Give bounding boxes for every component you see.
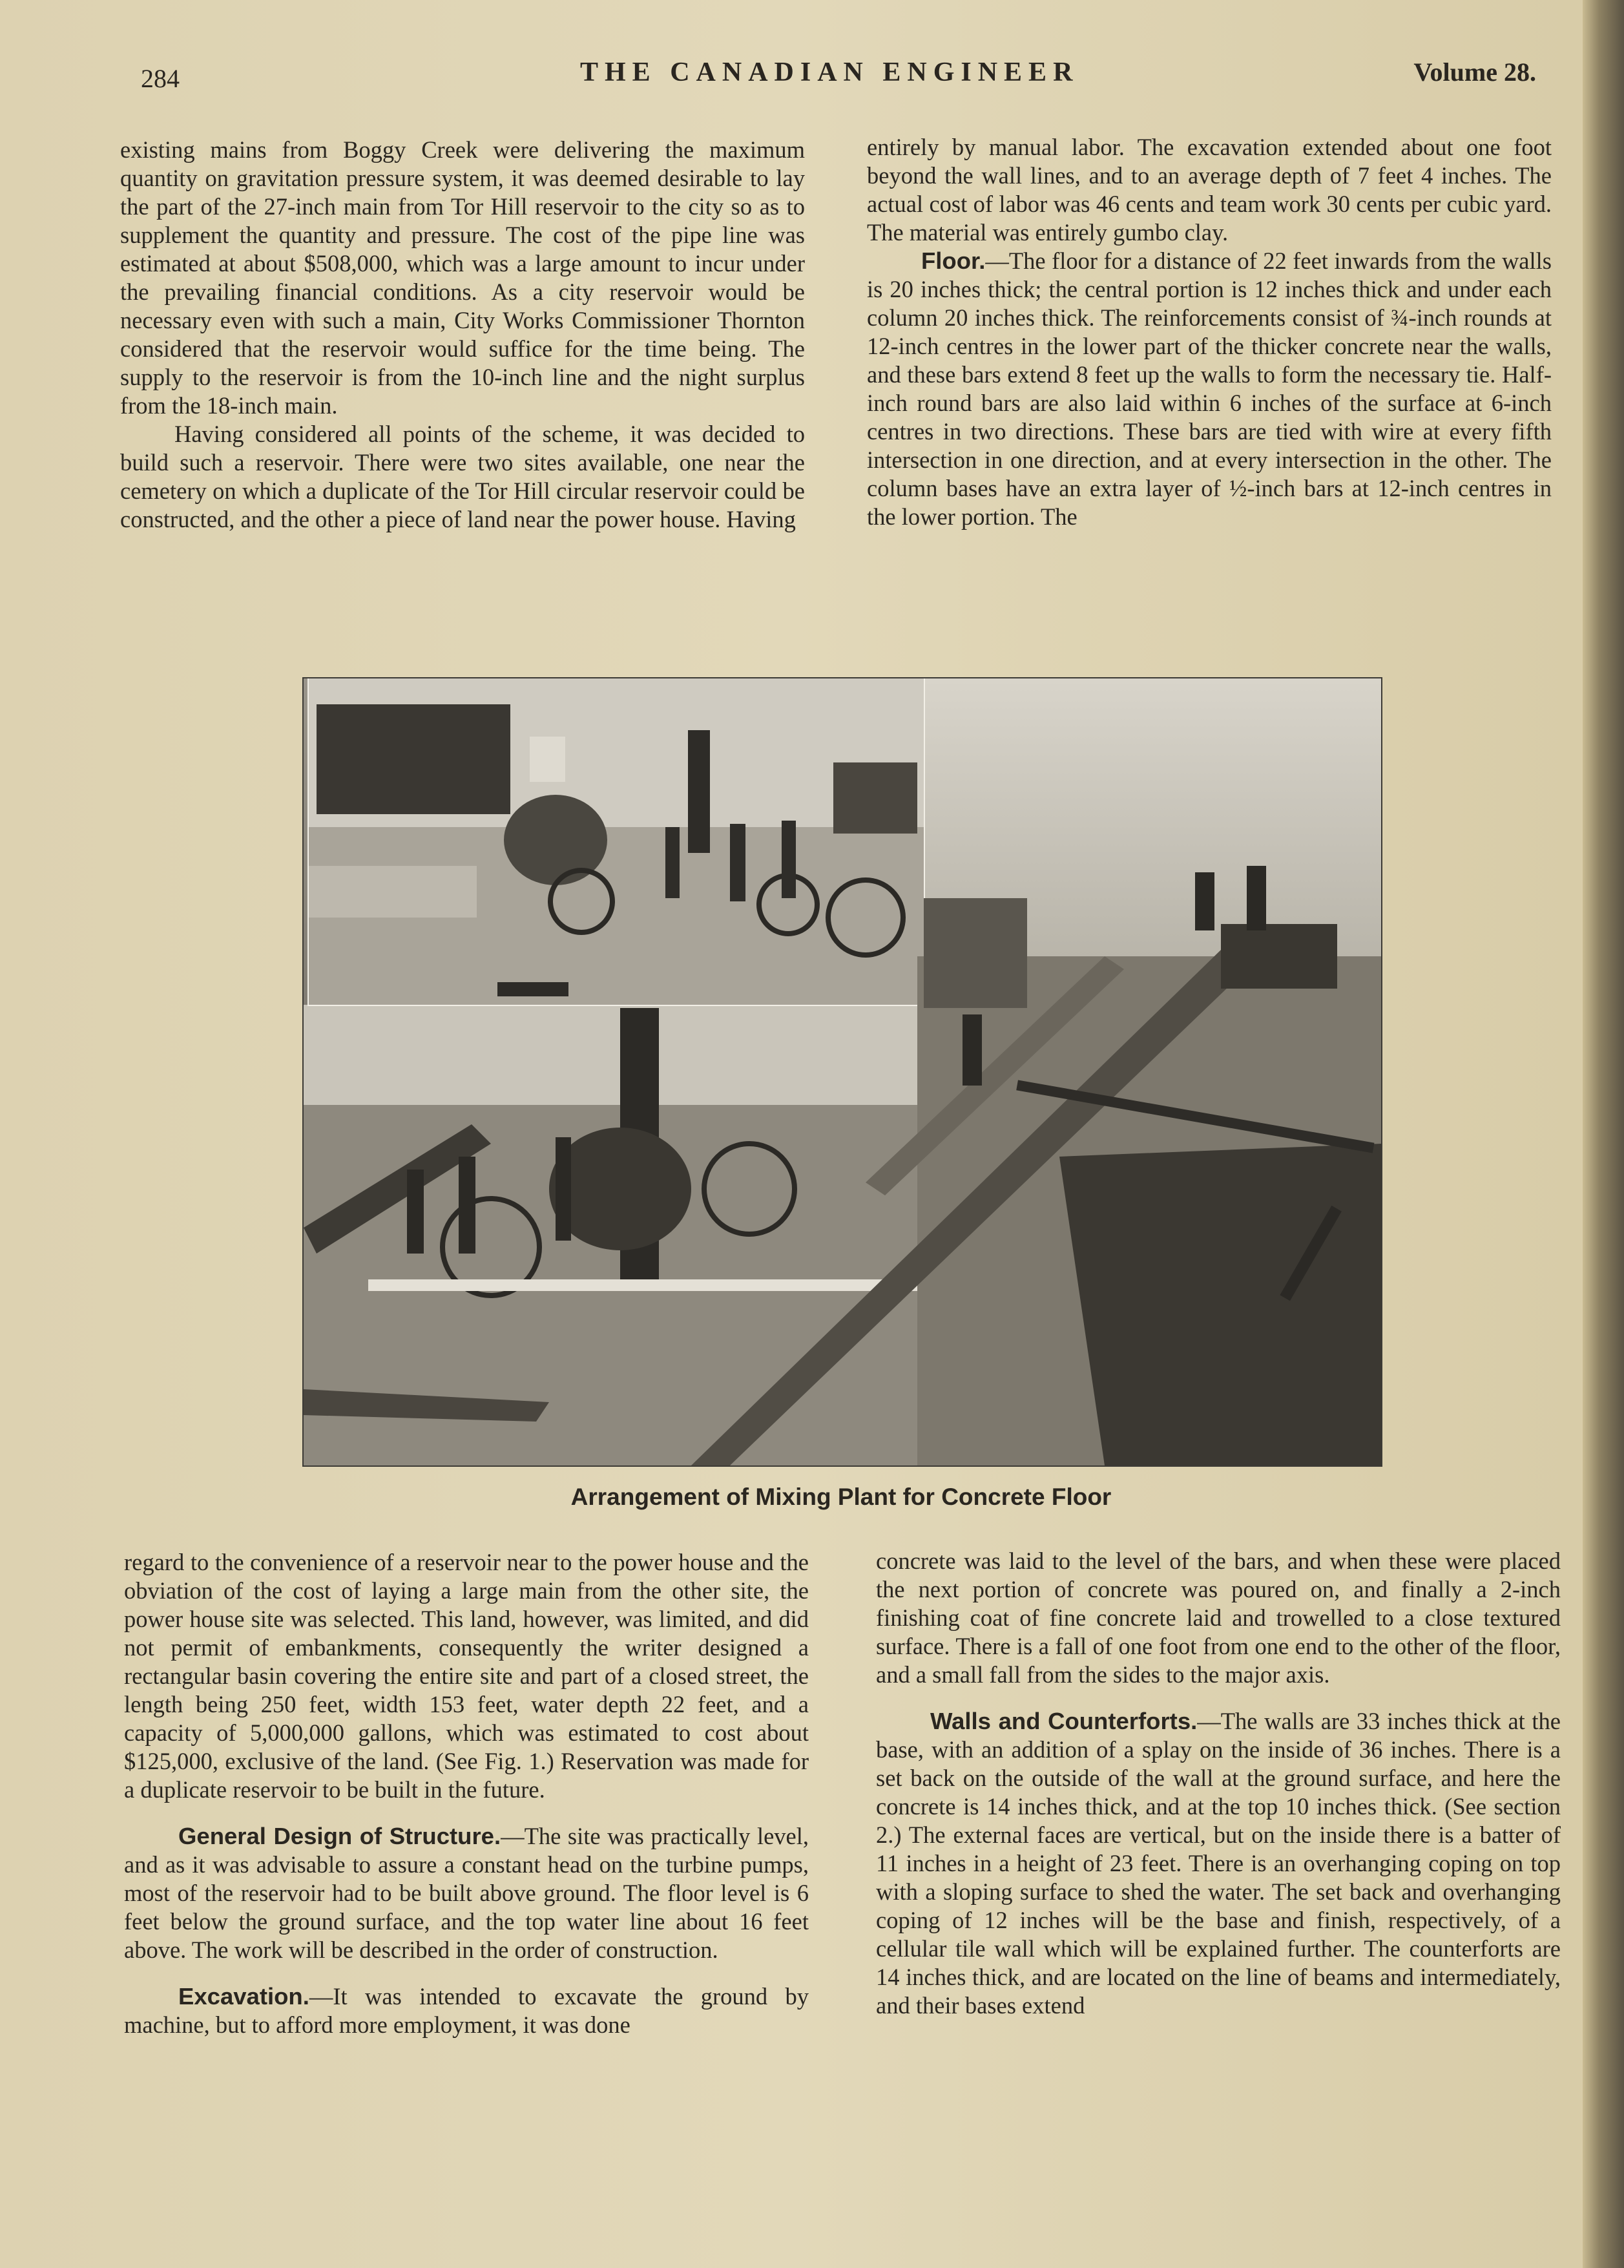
- photo-composite: [304, 678, 1381, 1465]
- paragraph: —The walls are 33 inches thick at the base, with an addition of a splay on the inside of 36 inches. There is a set back on the outside of the wall at the ground surface, and here the concrete is 14 inches thick, and at the top 10 inches thick. (See section 2.) The external faces are vertical, but on the inside there is a batter of 11 inches in a height of 23 feet. There is an overhanging coping on top with a sloping surface to shed the water. The set back and overhanging coping of 12 inches will be the base and finish, respectively, of a cellular tile wall which will be explained further. The counterforts are 14 inches thick, and are located on the line of beams and intermediately, and their bases extend: [876, 1708, 1561, 2019]
- page-binding-edge: [1583, 0, 1624, 2268]
- section-heading-excavation: Excavation.: [178, 1983, 309, 2010]
- paragraph: —It was intended to excavate the ground by machine, but to afford more employment, it was done: [124, 1983, 809, 2038]
- inset-photo: [309, 678, 924, 1005]
- journal-title: THE CANADIAN ENGINEER: [580, 58, 1079, 87]
- page-header: [141, 57, 1536, 96]
- top-left-column: [120, 136, 805, 534]
- bottom-right-column: [876, 1547, 1561, 2020]
- paragraph: concrete was laid to the level of the bars, and when these were placed the next portion of concrete was poured on, and finally a 2-inch finishing coat of fine concrete laid and trowelled to a close textured surface. There is a fall of one foot from one end to the other of the floor, and a small fall from the sides to the major axis.: [876, 1548, 1561, 1688]
- construction-photograph: [302, 677, 1382, 1467]
- paragraph: entirely by manual labor. The excavation extended about one foot beyond the wall lines, and to an average depth of 7 feet 4 inches. The actual cost of labor was 46 cents and team work 30 cents per cubic yard. The material was entirely gumbo clay.: [867, 134, 1552, 246]
- top-right-column: [867, 133, 1552, 531]
- paragraph: —The floor for a distance of 22 feet inwards from the walls is 20 inches thick; the central portion is 12 inches thick and under each column 20 inches thick. The reinforcements consist of ¾-inch rounds at 12-inch centres in the lower part of the thicker concrete near the walls, and these bars extend 8 feet up the walls to form the necessary tie. Half-inch round bars are also laid within 6 inches of the surface at 6-inch centres in two directions. These bars are tied with wire at every fifth intersection in one direction, and at every intersection in the other. The column bases have an extra layer of ½-inch bars at 12-inch centres in the lower portion. The: [867, 247, 1552, 530]
- page-number: 284: [141, 64, 180, 93]
- paragraph: regard to the convenience of a reservoir near to the power house and the obviation of the cost of laying a large main from the other site, the power house site was selected. This land, however, was limited, and did not permit of embankments, consequently the writer designed a rectangular basin covering the entire site and part of a closed street, the length being 250 feet, width 153 feet, water depth 22 feet, and a capacity of 5,000,000 gallons, which was estimated to cost about $125,000, exclusive of the land. (See Fig. 1.) Reservation was made for a duplicate reservoir to be built in the future.: [124, 1549, 809, 1803]
- volume-label: Volume 28.: [1413, 58, 1536, 87]
- figure-caption: Arrangement of Mixing Plant for Concrete Floor: [570, 1484, 1112, 1510]
- bottom-left-column: [124, 1548, 809, 2039]
- section-heading-general-design: General Design of Structure.: [178, 1823, 501, 1849]
- section-heading-floor: Floor.: [921, 247, 986, 274]
- paragraph: —The site was practically level, and as it was advisable to assure a constant head on the turbine pumps, most of the reservoir had to be built above ground. The floor level is 6 feet below the ground surface, and the top water line about 16 feet above. The work will be described in the order of construction.: [124, 1823, 809, 1963]
- paragraph: existing mains from Boggy Creek were delivering the maximum quantity on gravitation pressure system, it was deemed desirable to lay the part of the 27-inch main from Tor Hill reservoir to the city so as to supplement the quantity and pressure. The cost of the pipe line was estimated at about $508,000, which was a large amount to incur under the prevailing financial conditions. As a city reservoir would be necessary even with such a main, City Works Commissioner Thornton considered that the reservoir would suffice for the time being. The supply to the reservoir is from the 10-inch line and the night surplus from the 18-inch main.: [120, 136, 805, 419]
- section-heading-walls: Walls and Counterforts.: [930, 1708, 1198, 1734]
- paragraph: Having considered all points of the scheme, it was decided to build such a reservoir. There were two sites available, one near the cemetery on which a duplicate of the Tor Hill circular reservoir could be constructed, and the other a piece of land near the power house. Having: [120, 421, 805, 532]
